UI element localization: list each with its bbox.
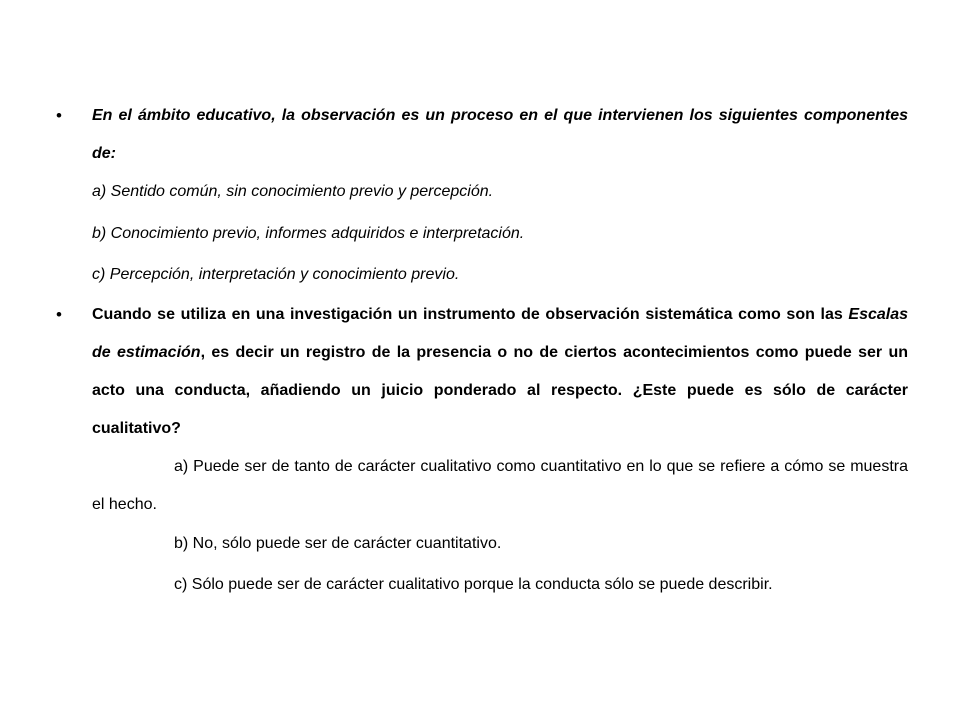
question-2-option-b: b) No, sólo puede ser de carácter cuantitativo.	[174, 535, 502, 552]
question-2-text-after: , es decir un registro de la presencia o no de ciertos acontecimientos como puede ser un acto una conducta, añadiendo un juicio ponderado al respecto. ¿Este puede es sólo de carácter cualitativo?	[92, 344, 909, 437]
question-2-text	[92, 296, 908, 448]
bullet-icon: •	[56, 106, 62, 125]
question-2-text-before: Cuando se utiliza en una investigación un instrumento de observación sistemática como son las	[92, 306, 849, 323]
bullet-icon: •	[56, 305, 62, 324]
question-1-option-a: a) Sentido común, sin conocimiento previo y percepción.	[92, 183, 494, 200]
question-1-text: En el ámbito educativo, la observación es un proceso en el que intervienen los siguientes componentes de:	[92, 107, 908, 162]
question-1-option-b: b) Conocimiento previo, informes adquiridos e interpretación.	[92, 225, 525, 242]
question-2-option-c: c) Sólo puede ser de carácter cualitativo porque la conducta sólo se puede describir.	[174, 576, 773, 593]
question-2-text-emphasis: Escalas de estimación	[92, 306, 908, 361]
question-2-option-a: a) Puede ser de tanto de carácter cualitativo como cuantitativo en lo que se refiere a cómo se muestra el hecho.	[92, 458, 908, 513]
question-1-option-c: c) Percepción, interpretación y conocimiento previo.	[92, 266, 460, 283]
